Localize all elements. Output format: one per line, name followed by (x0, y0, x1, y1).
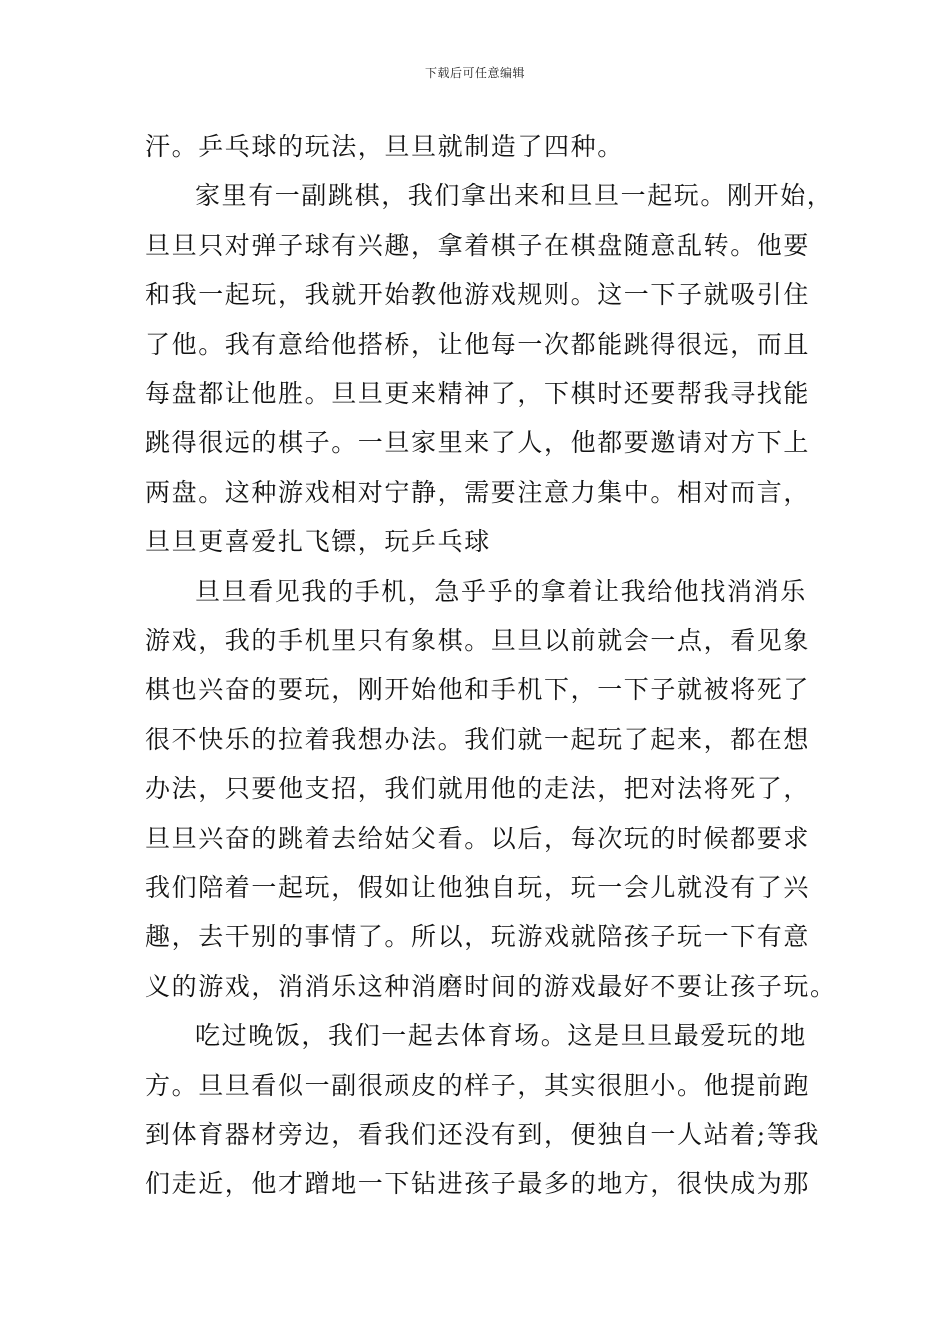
text-line: 旦旦兴奋的跳着去给姑父看。以后，每次玩的时候都要求 (145, 823, 811, 853)
text-line: 和我一起玩，我就开始教他游戏规则。这一下子就吸引住 (145, 280, 811, 310)
text-line: 旦旦更喜爱扎飞镖，玩乒乓球 (145, 527, 491, 557)
text-line: 义的游戏，消消乐这种消磨时间的游戏最好不要让孩子玩。 (145, 971, 837, 1001)
text-line: 吃过晚饭，我们一起去体育场。这是旦旦最爱玩的地 (195, 1021, 807, 1051)
text-line: 跳得很远的棋子。一旦家里来了人，他都要邀请对方下上 (145, 428, 811, 458)
text-line: 每盘都让他胜。旦旦更来精神了，下棋时还要帮我寻找能 (145, 379, 811, 408)
text-line: 家里有一副跳棋，我们拿出来和旦旦一起玩。刚开始， (195, 181, 834, 211)
text-line: 游戏，我的手机里只有象棋。旦旦以前就会一点，看见象 (145, 626, 811, 655)
text-line: 汗。乒乓球的玩法，旦旦就制造了四种。 (145, 132, 624, 161)
page-header: 下载后可任意编辑 (424, 66, 525, 80)
text-line: 方。旦旦看似一副很顽皮的样子，其实很胆小。他提前跑 (145, 1070, 811, 1100)
text-line: 趣，去干别的事情了。所以，玩游戏就陪孩子玩一下有意 (145, 922, 811, 952)
text-line: 了他。我有意给他搭桥，让他每一次都能跳得很远，而且 (145, 329, 811, 359)
text-line: 办法，只要他支招，我们就用他的走法，把对法将死了， (145, 774, 811, 804)
text-line: 到体育器材旁边，看我们还没有到，便独自一人站着;等我 (145, 1120, 821, 1149)
text-line: 们走近，他才蹭地一下钻进孩子最多的地方，很快成为那 (145, 1169, 811, 1199)
text-line: 旦旦只对弹子球有兴趣，拿着棋子在棋盘随意乱转。他要 (145, 230, 811, 260)
text-line: 很不快乐的拉着我想办法。我们就一起玩了起来，都在想 (145, 724, 811, 754)
text-line: 旦旦看见我的手机，急乎乎的拿着让我给他找消消乐 (195, 576, 807, 606)
text-line: 我们陪着一起玩，假如让他独自玩，玩一会儿就没有了兴 (145, 873, 811, 902)
text-line: 棋也兴奋的要玩，刚开始他和手机下，一下子就被将死了 (145, 675, 811, 705)
text-line: 两盘。这种游戏相对宁静，需要注意力集中。相对而言， (145, 477, 811, 507)
